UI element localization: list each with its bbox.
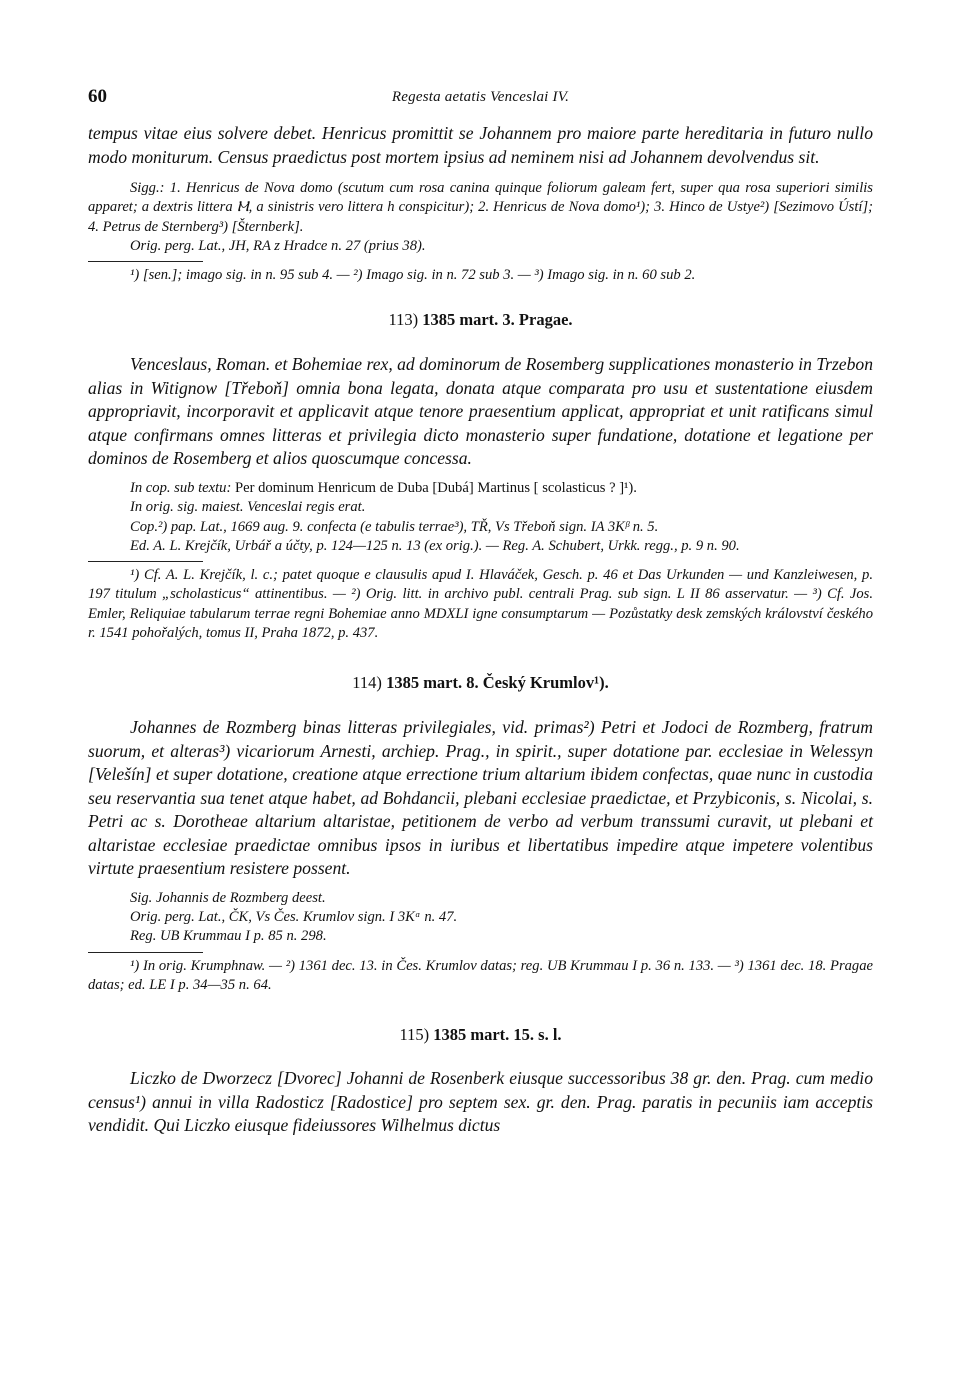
footnote-divider [88, 952, 203, 953]
entry-113-text: Venceslaus, Roman. et Bohemiae rex, ad dominorum de Rosemberg supplicationes monasterio in Trzebon alias in Witignow [Třeboň] omnia bona legata, donata atque comparata pro usu et sustentatione eiusdem appropriavit, incorporavit et applicavit atque tenore praesentium applicat, appropriat et unit ratificans simul atque confirmans omnes litteras et privilegia dicto monasterio super fundatione, dotatione et legatione per dominos de Rosemberg et alios quoscumque concessa. [88, 354, 873, 469]
entry-114-footnotes: ¹) In orig. Krumphnaw. — ²) 1361 dec. 13. in Čes. Krumlov datas; reg. UB Krummau I p. 36 n. 133. — ³) 1361 dec. 18. Pragae datas; ed. LE I p. 34—35 n. 64. [88, 957, 873, 994]
entry-114-text: Johannes de Rozmberg binas litteras privilegiales, vid. primas²) Petri et Jodoci de Rozmberg, fratrum suorum, et alteras³) vicariorum Arnesti, archiep. Prag., in spirit., super dotatione par. ecclesiae in Welessyn [Velešín] et super dotatione, creatione atque errectione trium altarium ibidem confectas, quae nunc in custodia seu reservantia sua tenet atque habet, ad Bohdancii, plebani ecclesiae praedictae, et Przybiconis, s. Nicolai, s. Petri ac s. Dorotheae altarium altaristae, petitionem de verbo ad verbum transsumi curavit, ut plebani et altaristae ecclesiae praedictae omnibus ipsos in iuribus et libertatibus impedire atque impetere volentibus virtute praesentium resistere possent. [88, 717, 873, 879]
entry-115-number: 115) [399, 1025, 430, 1045]
entry-115-date: 1385 mart. 15. s. l. [433, 1025, 562, 1045]
entry-113-footnotes: ¹) Cf. A. L. Krejčík, l. c.; patet quoque e clausulis apud I. Hlaváček, Gesch. p. 46 et Das Urkunden — und Kanzleiwesen, p. 197 titulum „scholasticus“ attinentibus. — ²) Orig. litt. in archivo publ. centrali Prag. sub sign. L II 86 asservatur. — ³) Cf. Jos. Emler, Reliquiae tabularum terrae regni Bohemiae anno MDXLI igne consumptarum — Pozůstatky desk zemských království českého r. 1541 pohořalých, tomus II, Praha 1872, p. 437. [88, 567, 873, 642]
footnote-divider [88, 561, 203, 562]
entry-115-heading [88, 1025, 873, 1045]
entry-113-notes [88, 479, 873, 556]
orig-note: Orig. perg. Lat., ČK, Vs Čes. Krumlov sign. I 3Kᵅ n. 47. [130, 909, 458, 926]
copy-note: In cop. sub textu: Per dominum Henricum de Duba [Dubá] Martinus [ scolasticus ? ]¹). [130, 479, 637, 496]
ed-note: Ed. A. L. Krejčík, Urbář a účty, p. 124—125 n. 13 (ex orig.). — Reg. A. Schubert, Urkk. regg., p. 9 n. 90. [130, 537, 740, 554]
page-header [88, 86, 873, 110]
orig-note: Orig. perg. Lat., JH, RA z Hradce n. 27 (prius 38). [130, 237, 426, 254]
seal-note: Sig. Johannis de Rozmberg deest. [130, 889, 326, 906]
document-page [88, 86, 873, 1138]
page-number: 60 [88, 86, 107, 107]
entry-113-date: 1385 mart. 3. Pragae. [422, 310, 573, 330]
entry-113-number: 113) [388, 310, 419, 330]
entry-114-notes [88, 889, 873, 947]
copy-note-text: Per dominum Henricum de Duba [Dubá] Martinus [ scolasticus ? ]¹). [234, 479, 637, 496]
entry-112-text: tempus vitae eius solvere debet. Henricus promittit se Johannem pro maiore parte hereditaria in futuro nullo modo moniturum. Census praedictus post mortem ipsius ad neminem nisi ad Johannem devolvendus sit. [88, 123, 873, 167]
seal-note: In orig. sig. maiest. Venceslai regis erat. [130, 499, 366, 516]
entry-115-text: Liczko de Dworzecz [Dvorec] Johanni de Rosenberk eiusque successoribus 38 gr. den. Prag. cum medio census¹) annui in villa Radosticz [Radostice] pro septem sex. gr. den. Prag. paratis in pecuniis iam acceptis vendidit. Qui Liczko eiusque fideiussores Wilhelmus dictus [88, 1068, 873, 1136]
entry-114-number: 114) [352, 673, 382, 693]
entry-112-footnotes: ¹) [sen.]; imago sig. in n. 95 sub 4. — ²) Imago sig. in n. 72 sub 3. — ³) Imago sig. in n. 60 sub 2. [130, 267, 696, 284]
entry-114-date: 1385 mart. 8. Český Krumlov¹). [386, 673, 609, 693]
entry-113-heading [88, 310, 873, 330]
running-title: Regesta aetatis Venceslai IV. [391, 89, 570, 105]
cop-note: Cop.²) pap. Lat., 1669 aug. 9. confecta (e tabulis terrae³), TŘ, Vs Třeboň sign. IA 3Kᵝ n. 5. [130, 518, 659, 535]
entry-112-notes [88, 179, 873, 256]
footnote-divider [88, 261, 203, 262]
entry-114-heading [88, 673, 873, 693]
reg-note: Reg. UB Krummau I p. 85 n. 298. [130, 928, 327, 945]
seals-note: Sigg.: 1. Henricus de Nova domo (scutum cum rosa canina quinque foliorum galeam fert, super qua rosa superiori similis apparet; a dextris littera Ⲙ, a sinistris vero littera h conspicitur); 2. Henricus de Nova domo¹); 3. Hinco de Ustye²) [Sezimovo Ústí]; 4. Petrus de Sternberg³) [Šternberk]. [88, 180, 873, 235]
